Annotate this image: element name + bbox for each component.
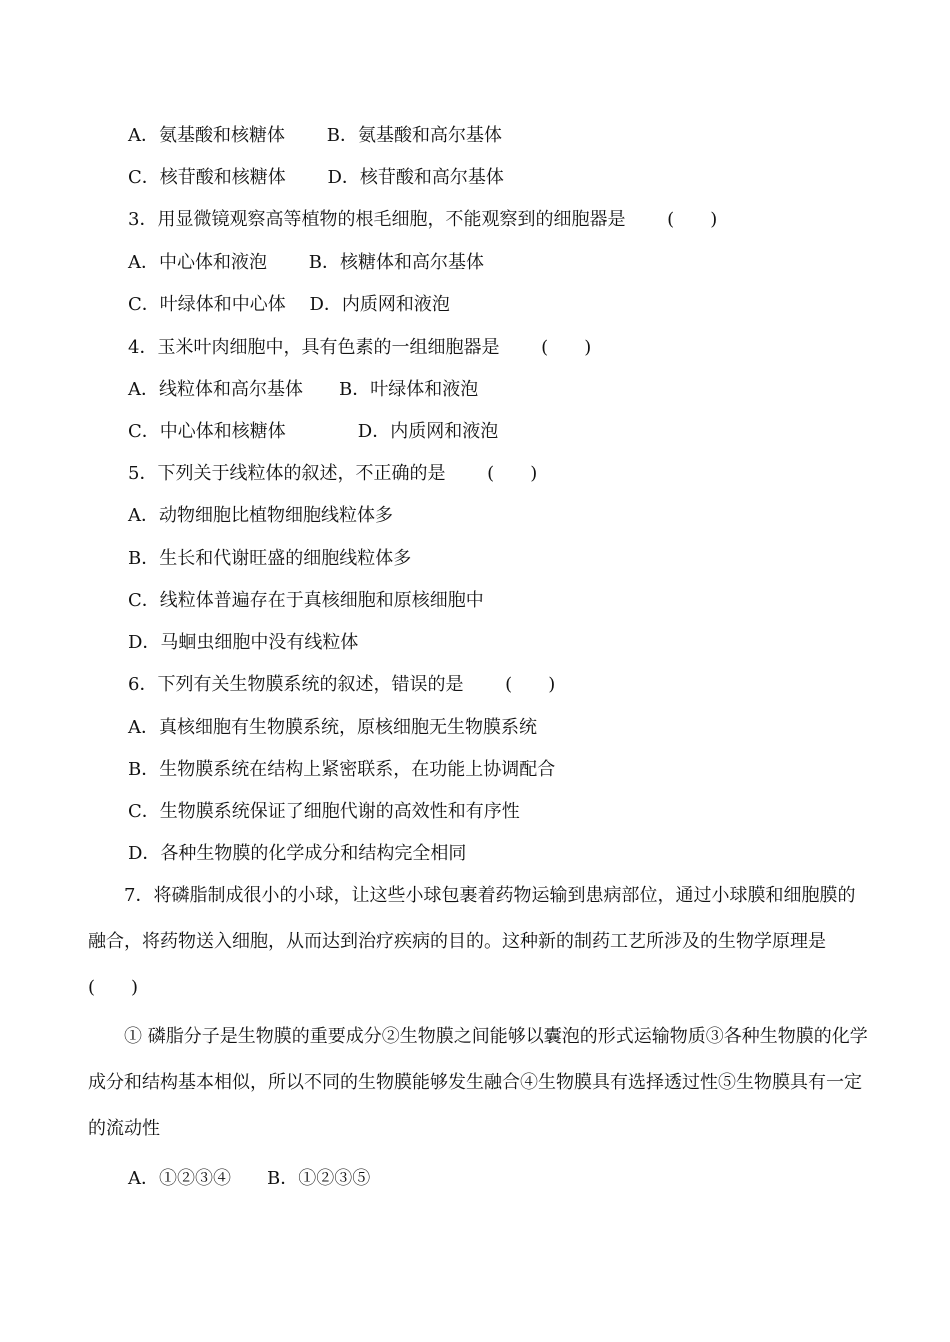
q5-option-b: B．生长和代谢旺盛的细胞线粒体多 xyxy=(128,548,412,569)
q2-options-cd: C．核苷酸和核糖体 D．核苷酸和高尔基体 xyxy=(128,167,504,188)
q6-option-a: A．真核细胞有生物膜系统，原核细胞无生物膜系统 xyxy=(128,717,537,738)
q4-options-cd: C．中心体和核糖体 D．内质网和液泡 xyxy=(128,421,499,442)
q5-option-a: A．动物细胞比植物细胞线粒体多 xyxy=(128,505,393,526)
q6-stem: 6．下列有关生物膜系统的叙述，错误的是 ( ) xyxy=(128,674,556,695)
q7-options-ab: A．①②③④ B．①②③⑤ xyxy=(128,1168,371,1189)
q7-stem: 7．将磷脂制成很小的小球，让这些小球包裹着药物运输到患病部位，通过小球膜和细胞膜的融合，将药物送入细胞，从而达到治疗疾病的目的。这种新的制药工艺所涉及的生物学原理是 ( ) xyxy=(88,885,862,998)
q4-options-ab: A．线粒体和高尔基体 B．叶绿体和液泡 xyxy=(128,379,479,400)
q3-options-ab: A．中心体和液泡 B．核糖体和高尔基体 xyxy=(128,252,484,273)
q3-stem: 3．用显微镜观察高等植物的根毛细胞，不能观察到的细胞器是 ( ) xyxy=(128,209,718,230)
q7-statements: ① 磷脂分子是生物膜的重要成分②生物膜之间能够以囊泡的形式运输物质③各种生物膜的化学成分和结构基本相似，所以不同的生物膜能够发生融合④生物膜具有选择透过性⑤生物膜具有一定的流动性 xyxy=(88,1026,868,1139)
q6-option-d: D．各种生物膜的化学成分和结构完全相同 xyxy=(128,843,467,864)
q6-option-b: B．生物膜系统在结构上紧密联系，在功能上协调配合 xyxy=(128,759,556,780)
q5-option-d: D．马蛔虫细胞中没有线粒体 xyxy=(128,632,359,653)
q4-stem: 4．玉米叶肉细胞中，具有色素的一组细胞器是 ( ) xyxy=(128,337,592,358)
q6-option-c: C．生物膜系统保证了细胞代谢的高效性和有序性 xyxy=(128,801,520,822)
q5-option-c: C．线粒体普遍存在于真核细胞和原核细胞中 xyxy=(128,590,484,611)
q2-options-ab: A．氨基酸和核糖体 B．氨基酸和高尔基体 xyxy=(128,125,502,146)
q5-stem: 5．下列关于线粒体的叙述，不正确的是 ( ) xyxy=(128,463,538,484)
q3-options-cd: C．叶绿体和中心体 D．内质网和液泡 xyxy=(128,294,450,315)
